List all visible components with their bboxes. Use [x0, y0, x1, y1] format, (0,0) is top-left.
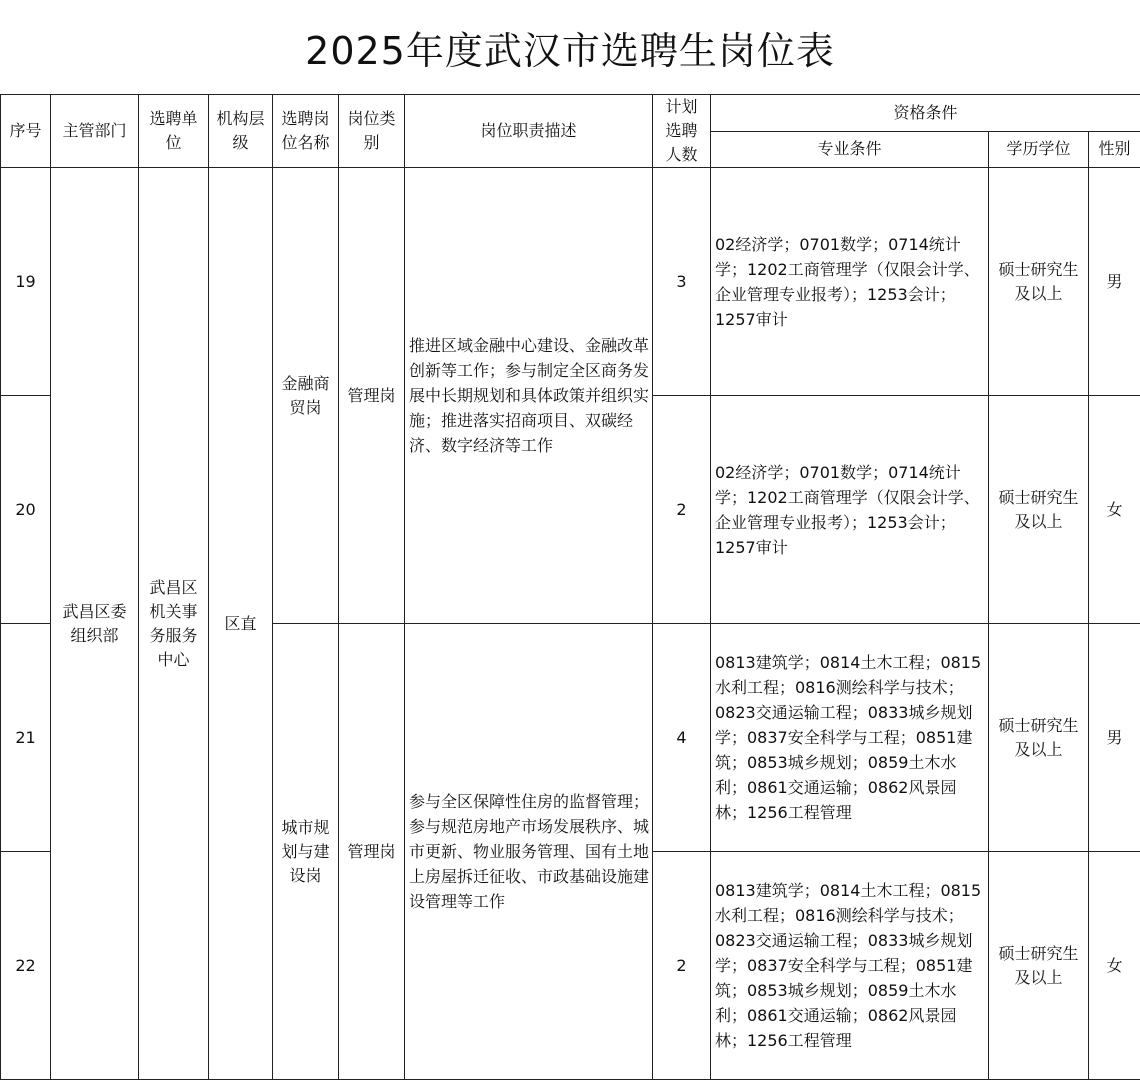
education-cell: 硕士研究生及以上 — [989, 396, 1089, 624]
gender-cell: 女 — [1089, 396, 1140, 624]
seq-cell: 21 — [1, 624, 51, 852]
major-cell: 02经济学；0701数学；0714统计学；1202工商管理学（仅限会计学、企业管理专业报考）；1253会计；1257审计 — [711, 396, 989, 624]
gender-cell: 男 — [1089, 168, 1140, 396]
count-cell: 2 — [653, 396, 711, 624]
header-duty: 岗位职责描述 — [405, 95, 653, 168]
header-row-1 — [1, 95, 1140, 132]
major-cell: 0813建筑学；0814土木工程；0815水利工程；0816测绘科学与技术；0823交通运输工程；0833城乡规划学；0837安全科学与工程；0851建筑；0853城乡规划；0859土木水利；0861交通运输；0862风景园林；1256工程管理 — [711, 852, 989, 1080]
duty-cell: 推进区域金融中心建设、金融改革创新等工作；参与制定全区商务发展中长期规划和具体政策并组织实施；推进落实招商项目、双碳经济、数字经济等工作 — [405, 168, 653, 624]
count-cell: 3 — [653, 168, 711, 396]
header-post-type: 岗位类别 — [339, 95, 405, 168]
education-cell: 硕士研究生及以上 — [989, 168, 1089, 396]
unit-cell: 武昌区机关事务服务中心 — [139, 168, 209, 1080]
header-plan-count: 计划选聘人数 — [653, 95, 711, 168]
seq-cell: 20 — [1, 396, 51, 624]
major-cell: 0813建筑学；0814土木工程；0815水利工程；0816测绘科学与技术；0823交通运输工程；0833城乡规划学；0837安全科学与工程；0851建筑；0853城乡规划；0859土木水利；0861交通运输；0862风景园林；1256工程管理 — [711, 624, 989, 852]
count-cell: 2 — [653, 852, 711, 1080]
header-seq: 序号 — [1, 95, 51, 168]
post-name-cell: 城市规划与建设岗 — [273, 624, 339, 1080]
duty-cell: 参与全区保障性住房的监督管理；参与规范房地产市场发展秩序、城市更新、物业服务管理、国有土地上房屋拆迁征收、市政基础设施建设管理等工作 — [405, 624, 653, 1080]
post-name-cell: 金融商贸岗 — [273, 168, 339, 624]
dept-cell: 武昌区委组织部 — [51, 168, 139, 1080]
header-gender: 性别 — [1089, 131, 1140, 168]
seq-cell: 19 — [1, 168, 51, 396]
header-unit: 选聘单位 — [139, 95, 209, 168]
gender-cell: 女 — [1089, 852, 1140, 1080]
header-post-name: 选聘岗位名称 — [273, 95, 339, 168]
major-cell: 02经济学；0701数学；0714统计学；1202工商管理学（仅限会计学、企业管理专业报考）；1253会计；1257审计 — [711, 168, 989, 396]
post-type-cell: 管理岗 — [339, 168, 405, 624]
title-bar — [0, 0, 1140, 94]
education-cell: 硕士研究生及以上 — [989, 852, 1089, 1080]
education-cell: 硕士研究生及以上 — [989, 624, 1089, 852]
seq-cell: 22 — [1, 852, 51, 1080]
header-major: 专业条件 — [711, 131, 989, 168]
count-cell: 4 — [653, 624, 711, 852]
header-dept: 主管部门 — [51, 95, 139, 168]
gender-cell: 男 — [1089, 624, 1140, 852]
header-level: 机构层级 — [209, 95, 273, 168]
level-cell: 区直 — [209, 168, 273, 1080]
header-qualification: 资格条件 — [711, 95, 1140, 132]
post-type-cell: 管理岗 — [339, 624, 405, 1080]
page-title: 2025年度武汉市选聘生岗位表 — [305, 28, 835, 73]
position-table — [0, 94, 1140, 1080]
header-education: 学历学位 — [989, 131, 1089, 168]
table-row — [1, 168, 1140, 396]
